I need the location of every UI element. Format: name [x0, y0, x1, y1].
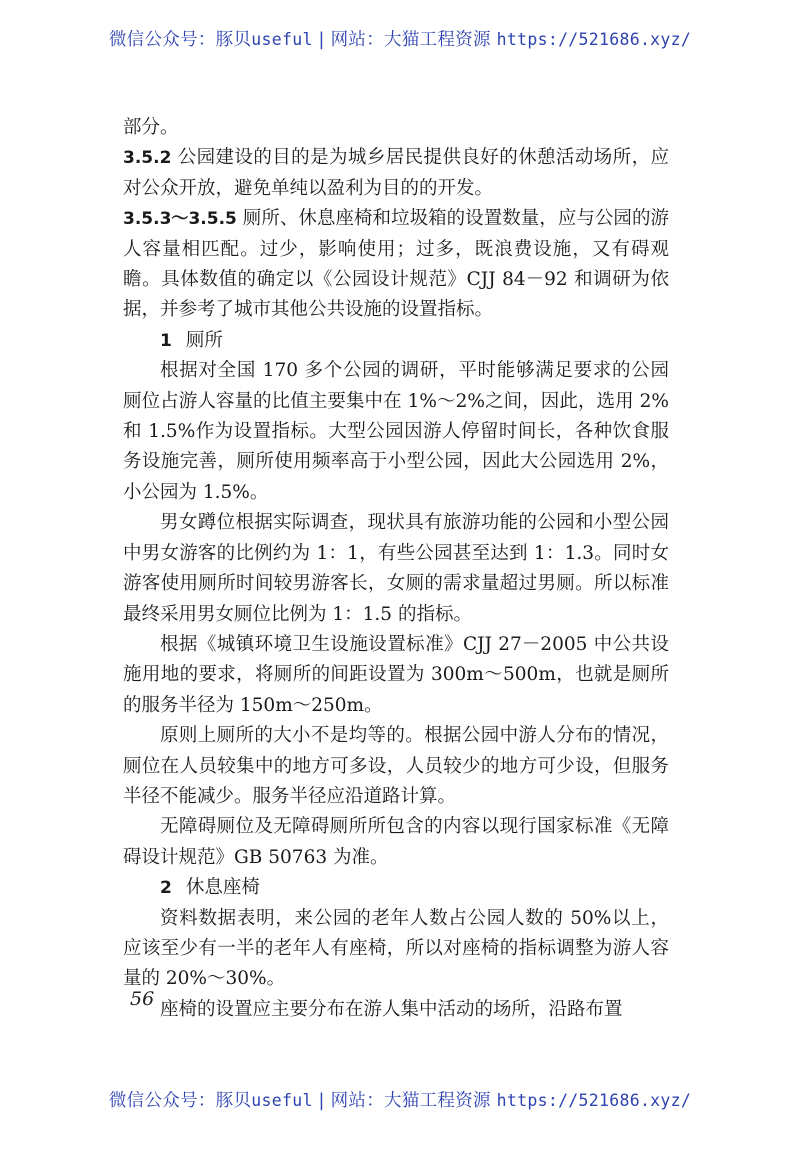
- clause-text: 厕所、休息座椅和垃圾箱的设置数量，应与公园的游人容量相匹配。过少，影响使用；过多，既浪费设施，又有碍观瞻。具体数值的确定以《公园设计规范》CJJ 84－92 和调研为依据，并参考了城市其他公共设施的设置指标。: [123, 208, 669, 321]
- banner-separator: |: [312, 1091, 331, 1111]
- banner-prefix: 微信公众号：豚贝: [108, 1091, 252, 1111]
- subheading-number: 1: [160, 330, 172, 351]
- paragraph: 根据对全国 170 多个公园的调研，平时能够满足要求的公园厕位占游人容量的比值主要集中在 1%～2%之间，因此，选用 2%和 1.5%作为设置指标。大型公园因游人停留时间长，各种饮食服务设施完善，厕所使用频率高于小型公园，因此大公园选用 2%，小公园为 1.5%。: [123, 360, 669, 503]
- clause-number: 3.5.3～3.5.5: [123, 209, 237, 230]
- paragraph: 座椅的设置应主要分布在游人集中活动的场所，沿路布置: [160, 998, 623, 1020]
- banner-separator: |: [312, 30, 331, 50]
- banner-site-label: 网站：大猫工程资源: [330, 1091, 497, 1111]
- banner-url: https://521686.xyz/: [496, 30, 692, 49]
- banner-name: useful: [251, 1091, 313, 1110]
- banner-prefix: 微信公众号：豚贝: [108, 30, 252, 50]
- continued-paragraph: 部分。: [123, 117, 179, 138]
- paragraph: 原则上厕所的大小不是均等的。根据公园中游人分布的情况，厕位在人员较集中的地方可多设，人员较少的地方可少设，但服务半径不能减少。服务半径应沿道路计算。: [123, 725, 669, 807]
- banner-url: https://521686.xyz/: [496, 1091, 692, 1110]
- clause-number: 3.5.2: [123, 148, 172, 169]
- paragraph: 男女蹲位根据实际调查，现状具有旅游功能的公园和小型公园中男女游客的比例约为 1：1，有些公园甚至达到 1：1.3。同时女游客使用厕所时间较男游客长，女厕的需求量超过男厕。所以标准最终采用男女厕位比例为 1：1.5 的指标。: [123, 512, 669, 625]
- subheading-benches: [123, 873, 669, 903]
- section-3-5-3-to-3-5-5: [123, 204, 669, 326]
- header-watermark-banner: [0, 26, 800, 51]
- subheading-title: 厕所: [185, 329, 223, 351]
- banner-site-label: 网站：大猫工程资源: [330, 30, 497, 50]
- paragraph: 无障碍厕位及无障碍厕所所包含的内容以现行国家标准《无障碍设计规范》GB 50763 为准。: [123, 816, 669, 868]
- subheading-toilets: [123, 326, 669, 356]
- page-body: [123, 113, 669, 1025]
- banner-name: useful: [251, 30, 313, 49]
- clause-text: 公园建设的目的是为城乡居民提供良好的休憩活动场所，应对公众开放，避免单纯以盈利为目的的开发。: [123, 147, 669, 199]
- section-3-5-2: [123, 143, 669, 204]
- paragraph: 根据《城镇环境卫生设施设置标准》CJJ 27－2005 中公共设施用地的要求，将厕所的间距设置为 300m～500m，也就是厕所的服务半径为 150m～250m。: [123, 633, 669, 716]
- page-number: 56: [130, 988, 155, 1010]
- subheading-title: 休息座椅: [185, 877, 260, 899]
- subheading-number: 2: [160, 878, 172, 899]
- footer-watermark-banner: [0, 1087, 800, 1112]
- paragraph: 资料数据表明，来公园的老年人数占公园人数的 50%以上，应该至少有一半的老年人有座椅，所以对座椅的指标调整为游人容量的 20%～30%。: [123, 907, 669, 990]
